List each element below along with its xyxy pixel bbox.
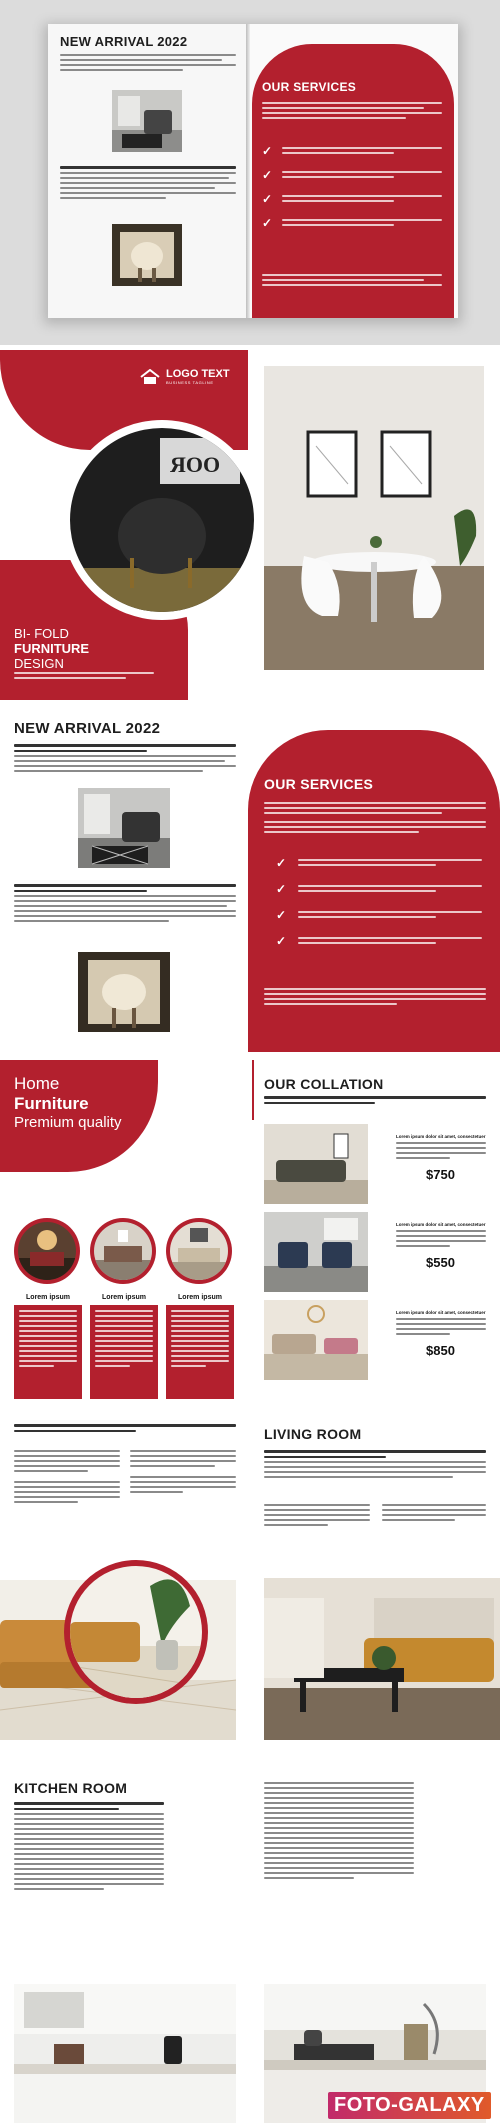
- book-left-body: [60, 166, 236, 199]
- living-right-photo: [264, 1578, 500, 1740]
- book-right-checklist: [262, 144, 442, 240]
- collation-item-3: [396, 1310, 486, 1358]
- column-text-panel: [90, 1305, 158, 1399]
- arrival-intro: [14, 744, 236, 772]
- home-line2: Furniture: [14, 1094, 89, 1113]
- cover-tagline: [14, 672, 154, 679]
- living-title: LIVING ROOM: [264, 1426, 362, 1442]
- living-spread: [0, 1410, 500, 1760]
- home-title-block: [14, 1074, 122, 1131]
- house-logo-icon: [140, 369, 160, 385]
- check-icon: ✓: [276, 856, 287, 870]
- column-title: Lorem ipsum: [102, 1294, 146, 1301]
- cover-dining-photo: [264, 366, 484, 670]
- logo-text: LOGO TEXT: [166, 368, 230, 380]
- cover-title-line3: DESIGN: [14, 656, 64, 671]
- arrival-body: [14, 884, 236, 922]
- collation-item-price: $850: [426, 1343, 455, 1358]
- watermark: FOTO-GALAXY: [328, 2092, 491, 2119]
- collation-intro: [264, 1096, 486, 1104]
- cover-spread: [0, 350, 500, 710]
- arrival-photo-2: [78, 952, 170, 1032]
- living-left-intro: [14, 1424, 236, 1432]
- book-left-photo-1: [112, 90, 182, 152]
- collation-photo-1: [264, 1124, 368, 1204]
- check-icon: ✓: [276, 934, 287, 948]
- logo-tagline: BUSINESS TAGLINE: [166, 380, 214, 385]
- cover-logo: [140, 368, 230, 385]
- living-left-col-2: [130, 1450, 236, 1493]
- home-line1: Home: [14, 1074, 60, 1093]
- collation-item-price: $550: [426, 1255, 455, 1270]
- cover-title-block: [14, 626, 89, 671]
- column-title: Lorem ipsum: [178, 1294, 222, 1301]
- column-text-panel: [166, 1305, 234, 1399]
- living-right-intro: [264, 1450, 486, 1478]
- collation-item-2: [396, 1222, 486, 1270]
- kitchen-left-text: [14, 1802, 164, 1890]
- kitchen-title: KITCHEN ROOM: [14, 1780, 128, 1796]
- book-left-title: NEW ARRIVAL 2022: [60, 34, 188, 49]
- services-intro: [264, 802, 486, 833]
- column-title: Lorem ipsum: [26, 1294, 70, 1301]
- mockup-section: [0, 0, 500, 345]
- book-left-page: [48, 24, 248, 318]
- check-icon: ✓: [262, 216, 273, 230]
- check-icon: ✓: [276, 908, 287, 922]
- services-checklist: [276, 856, 482, 960]
- circle-photo-3: [166, 1218, 232, 1284]
- collation-item-label: Lorem ipsum dolor sit amet, consectetuer: [396, 1134, 486, 1139]
- collation-item-price: $750: [426, 1167, 455, 1182]
- collation-spread: [0, 1060, 500, 1408]
- arrival-photo-1: [78, 788, 170, 868]
- check-icon: ✓: [262, 168, 273, 182]
- collation-photo-2: [264, 1212, 368, 1292]
- check-icon: ✓: [262, 144, 273, 158]
- lorem-column-1: [14, 1294, 82, 1399]
- lorem-column-3: [166, 1294, 234, 1399]
- book-left-intro: [60, 54, 236, 71]
- arrival-title: NEW ARRIVAL 2022: [14, 720, 161, 737]
- living-round-photo: [64, 1560, 208, 1704]
- arrival-spread: [0, 712, 500, 1057]
- check-icon: ✓: [262, 192, 273, 206]
- collation-item-label: Lorem ipsum dolor sit amet, consectetuer: [396, 1222, 486, 1227]
- check-icon: ✓: [276, 882, 287, 896]
- cover-round-photo: [62, 420, 262, 620]
- home-line3: Premium quality: [14, 1114, 122, 1131]
- lorem-column-2: [90, 1294, 158, 1399]
- living-right-col-2: [382, 1504, 486, 1521]
- book-left-photo-2: [112, 224, 182, 286]
- living-left-col-1: [14, 1450, 120, 1503]
- frame-text: ЯOO: [170, 452, 221, 477]
- book-right-title: OUR SERVICES: [262, 80, 357, 94]
- collation-divider: [252, 1060, 254, 1120]
- kitchen-right-text: [264, 1782, 414, 1879]
- kitchen-left-photo: [14, 1984, 236, 2123]
- services-footer: [264, 988, 486, 1005]
- column-text-panel: [14, 1305, 82, 1399]
- cover-title-line2: FURNITURE: [14, 641, 90, 656]
- circle-photo-2: [90, 1218, 156, 1284]
- circle-photo-1: [14, 1218, 80, 1284]
- book-right-page: [248, 24, 458, 318]
- services-title: OUR SERVICES: [264, 776, 374, 792]
- living-right-col-1: [264, 1504, 370, 1526]
- collation-title: OUR COLLATION: [264, 1076, 384, 1092]
- book-spine: [246, 24, 250, 318]
- collation-photo-3: [264, 1300, 368, 1380]
- book-right-footer-text: [262, 274, 442, 286]
- kitchen-spread: [0, 1762, 500, 2123]
- collation-item-1: [396, 1134, 486, 1182]
- collation-item-label: Lorem ipsum dolor sit amet, consectetuer: [396, 1310, 486, 1315]
- book-right-intro: [262, 102, 442, 119]
- cover-title-line1: BI- FOLD: [14, 626, 69, 641]
